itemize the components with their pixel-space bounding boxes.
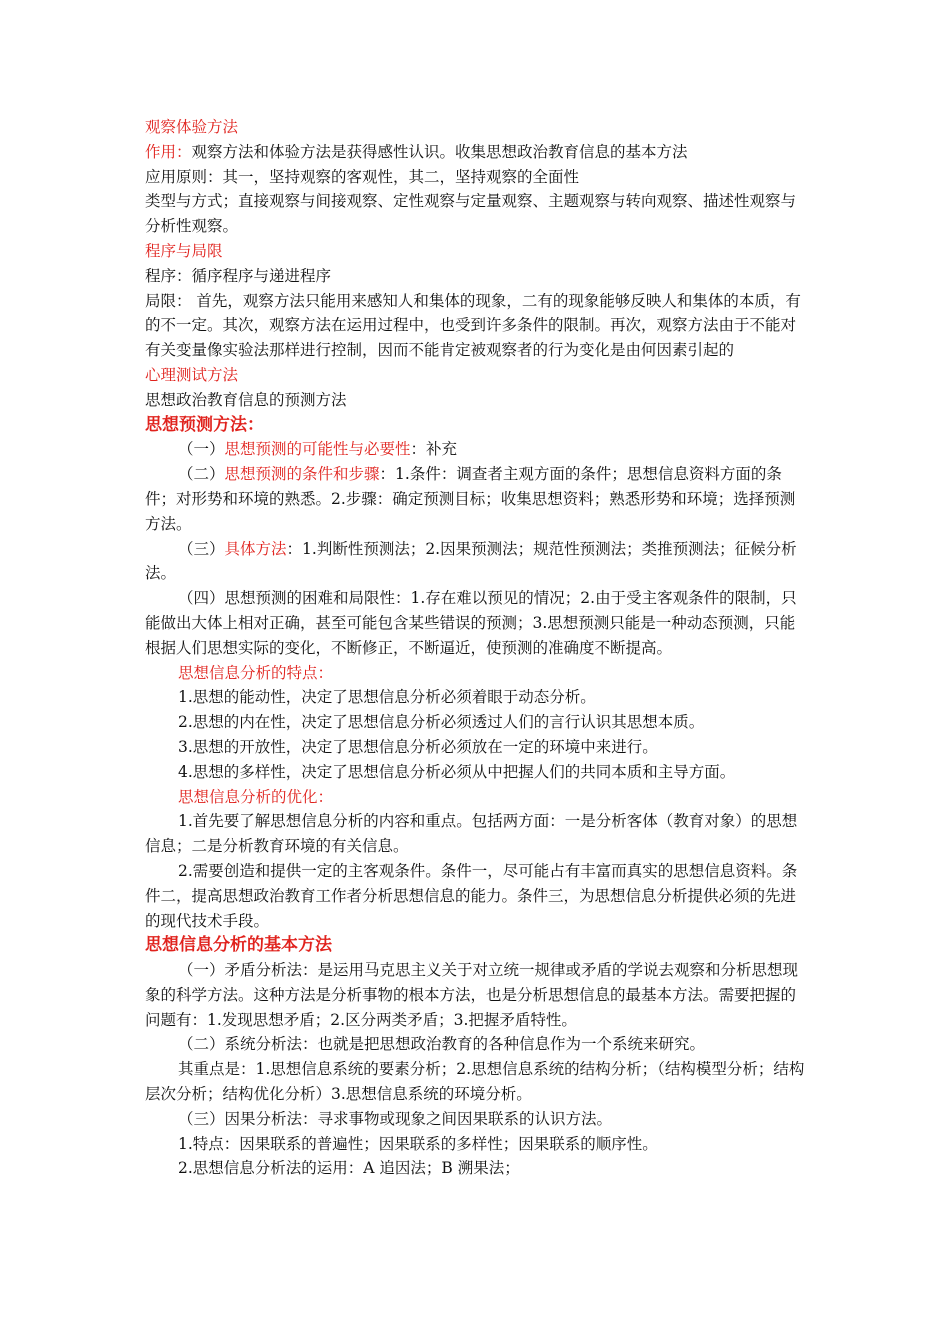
section-heading-observation: 观察体验方法 [145, 118, 239, 136]
role-label: 作用： [145, 142, 192, 161]
item-prefix: （二） [178, 465, 225, 484]
list-item: 2.思想的内在性，决定了思想信息分析必须透过人们的言行认识其思想本质。 [178, 713, 705, 732]
forecast-item-3 [145, 537, 807, 587]
item-text: ：补充 [410, 440, 458, 459]
limits-paragraph: 局限： 首先，观察方法只能用来感知人和集体的现象，二有的现象能够反映人和集体的本质，有的不一定。其次，观察方法在运用过程中，也受到许多条件的限制。再次，观察方法由于不能对有关变量像实验法那样进行控制，因而不能肯定被观察者的行为变化是由何因素引起的 [145, 291, 801, 360]
forecast-line: 思想政治教育信息的预测方法 [145, 390, 347, 409]
forecast-item-4: （四）思想预测的困难和局限性：1.存在难以预见的情况；2.由于受主客观条件的限制，只能做出大体上相对正确，甚至可能包含某些错误的预测；3.思想预测只能是一种动态预测，只能根据人们思想实际的变化，不断修正，不断逼近，使预测的准确度不断提高。 [145, 589, 797, 657]
forecast-item-2 [145, 462, 807, 536]
item-red-label: 具体方法 [224, 539, 287, 558]
list-item: 4.思想的多样性，决定了思想信息分析必须从中把握人们的共同本质和主导方面。 [178, 762, 736, 781]
role-text: 观察方法和体验方法是获得感性认识。收集思想政治教育信息的基本方法 [191, 142, 688, 161]
methods-paragraph-5: 1.特点：因果联系的普遍性；因果联系的多样性；因果联系的顺序性。 [178, 1134, 658, 1153]
section-heading-procedure: 程序与局限 [145, 241, 223, 260]
section-heading-features: 思想信息分析的特点： [178, 663, 334, 682]
optimization-paragraph-1: 1.首先要了解思想信息分析的内容和重点。包括两方面：一是分析客体（教育对象）的思想信息；二是分析教育环境的有关信息。 [145, 812, 798, 856]
methods-paragraph-1: （一）矛盾分析法：是运用马克思主义关于对立统一规律或矛盾的学说去观察和分析思想现象的科学方法。这种方法是分析事物的根本方法，也是分析思想信息的最基本方法。需要把握的问题有：1.发现思想矛盾；2.区分两类矛盾；3.把握矛盾特性。 [145, 961, 799, 1029]
item-red-label: 思想预测的条件和步骤 [224, 465, 380, 484]
forecast-item-1 [145, 437, 807, 462]
procedure-paragraph: 程序：循序程序与递进程序 [145, 266, 332, 285]
item-text: ：1.判断性预测法；2.因果预测法；规范性预测法；类推预测法；征候分析法。 [145, 539, 797, 583]
role-paragraph [145, 140, 807, 165]
methods-paragraph-3: 其重点是：1.思想信息系统的要素分析；2.思想信息系统的结构分析；（结构模型分析；结构层次分析；结构优化分析）3.思想信息系统的环境分析。 [145, 1060, 805, 1104]
types-paragraph: 类型与方式；直接观察与间接观察、定性观察与定量观察、主题观察与转向观察、描述性观察与分析性观察。 [145, 192, 797, 236]
methods-paragraph-4: （三）因果分析法：寻求事物或现象之间因果联系的认识方法。 [178, 1109, 613, 1128]
principle-paragraph: 应用原则：其一，坚持观察的客观性，其二，坚持观察的全面性 [145, 167, 580, 186]
methods-paragraph-6: 2.思想信息分析法的运用：A 追因法；B 溯果法； [178, 1159, 520, 1178]
item-prefix: （三） [178, 539, 225, 558]
list-item: 3.思想的开放性，决定了思想信息分析必须放在一定的环境中来进行。 [178, 737, 658, 756]
list-item: 1.思想的能动性，决定了思想信息分析必须着眼于动态分析。 [178, 688, 596, 707]
item-text: ：1.条件：调查者主观方面的条件；思想信息资料方面的条件；对形势和环境的熟悉。2.步骤：确定预测目标；收集思想资料；熟悉形势和环境；选择预测方法。 [145, 465, 796, 533]
methods-paragraph-2: （二）系统分析法：也就是把思想政治教育的各种信息作为一个系统来研究。 [178, 1035, 706, 1054]
section-heading-forecast: 思想预测方法： [145, 414, 264, 435]
item-red-label: 思想预测的可能性与必要性 [224, 440, 411, 459]
optimization-paragraph-2: 2.需要创造和提供一定的主客观条件。条件一，尽可能占有丰富而真实的思想信息资料。条件二，提高思想政治教育工作者分析思想信息的能力。条件三，为思想信息分析提供必须的先进的现代技术手段。 [145, 861, 798, 930]
document-page [145, 115, 807, 1181]
section-heading-basic-methods: 思想信息分析的基本方法 [145, 935, 332, 956]
section-heading-optimization: 思想信息分析的优化： [178, 787, 334, 806]
section-heading-psych-test: 心理测试方法 [145, 365, 239, 384]
item-prefix: （一） [178, 440, 225, 459]
